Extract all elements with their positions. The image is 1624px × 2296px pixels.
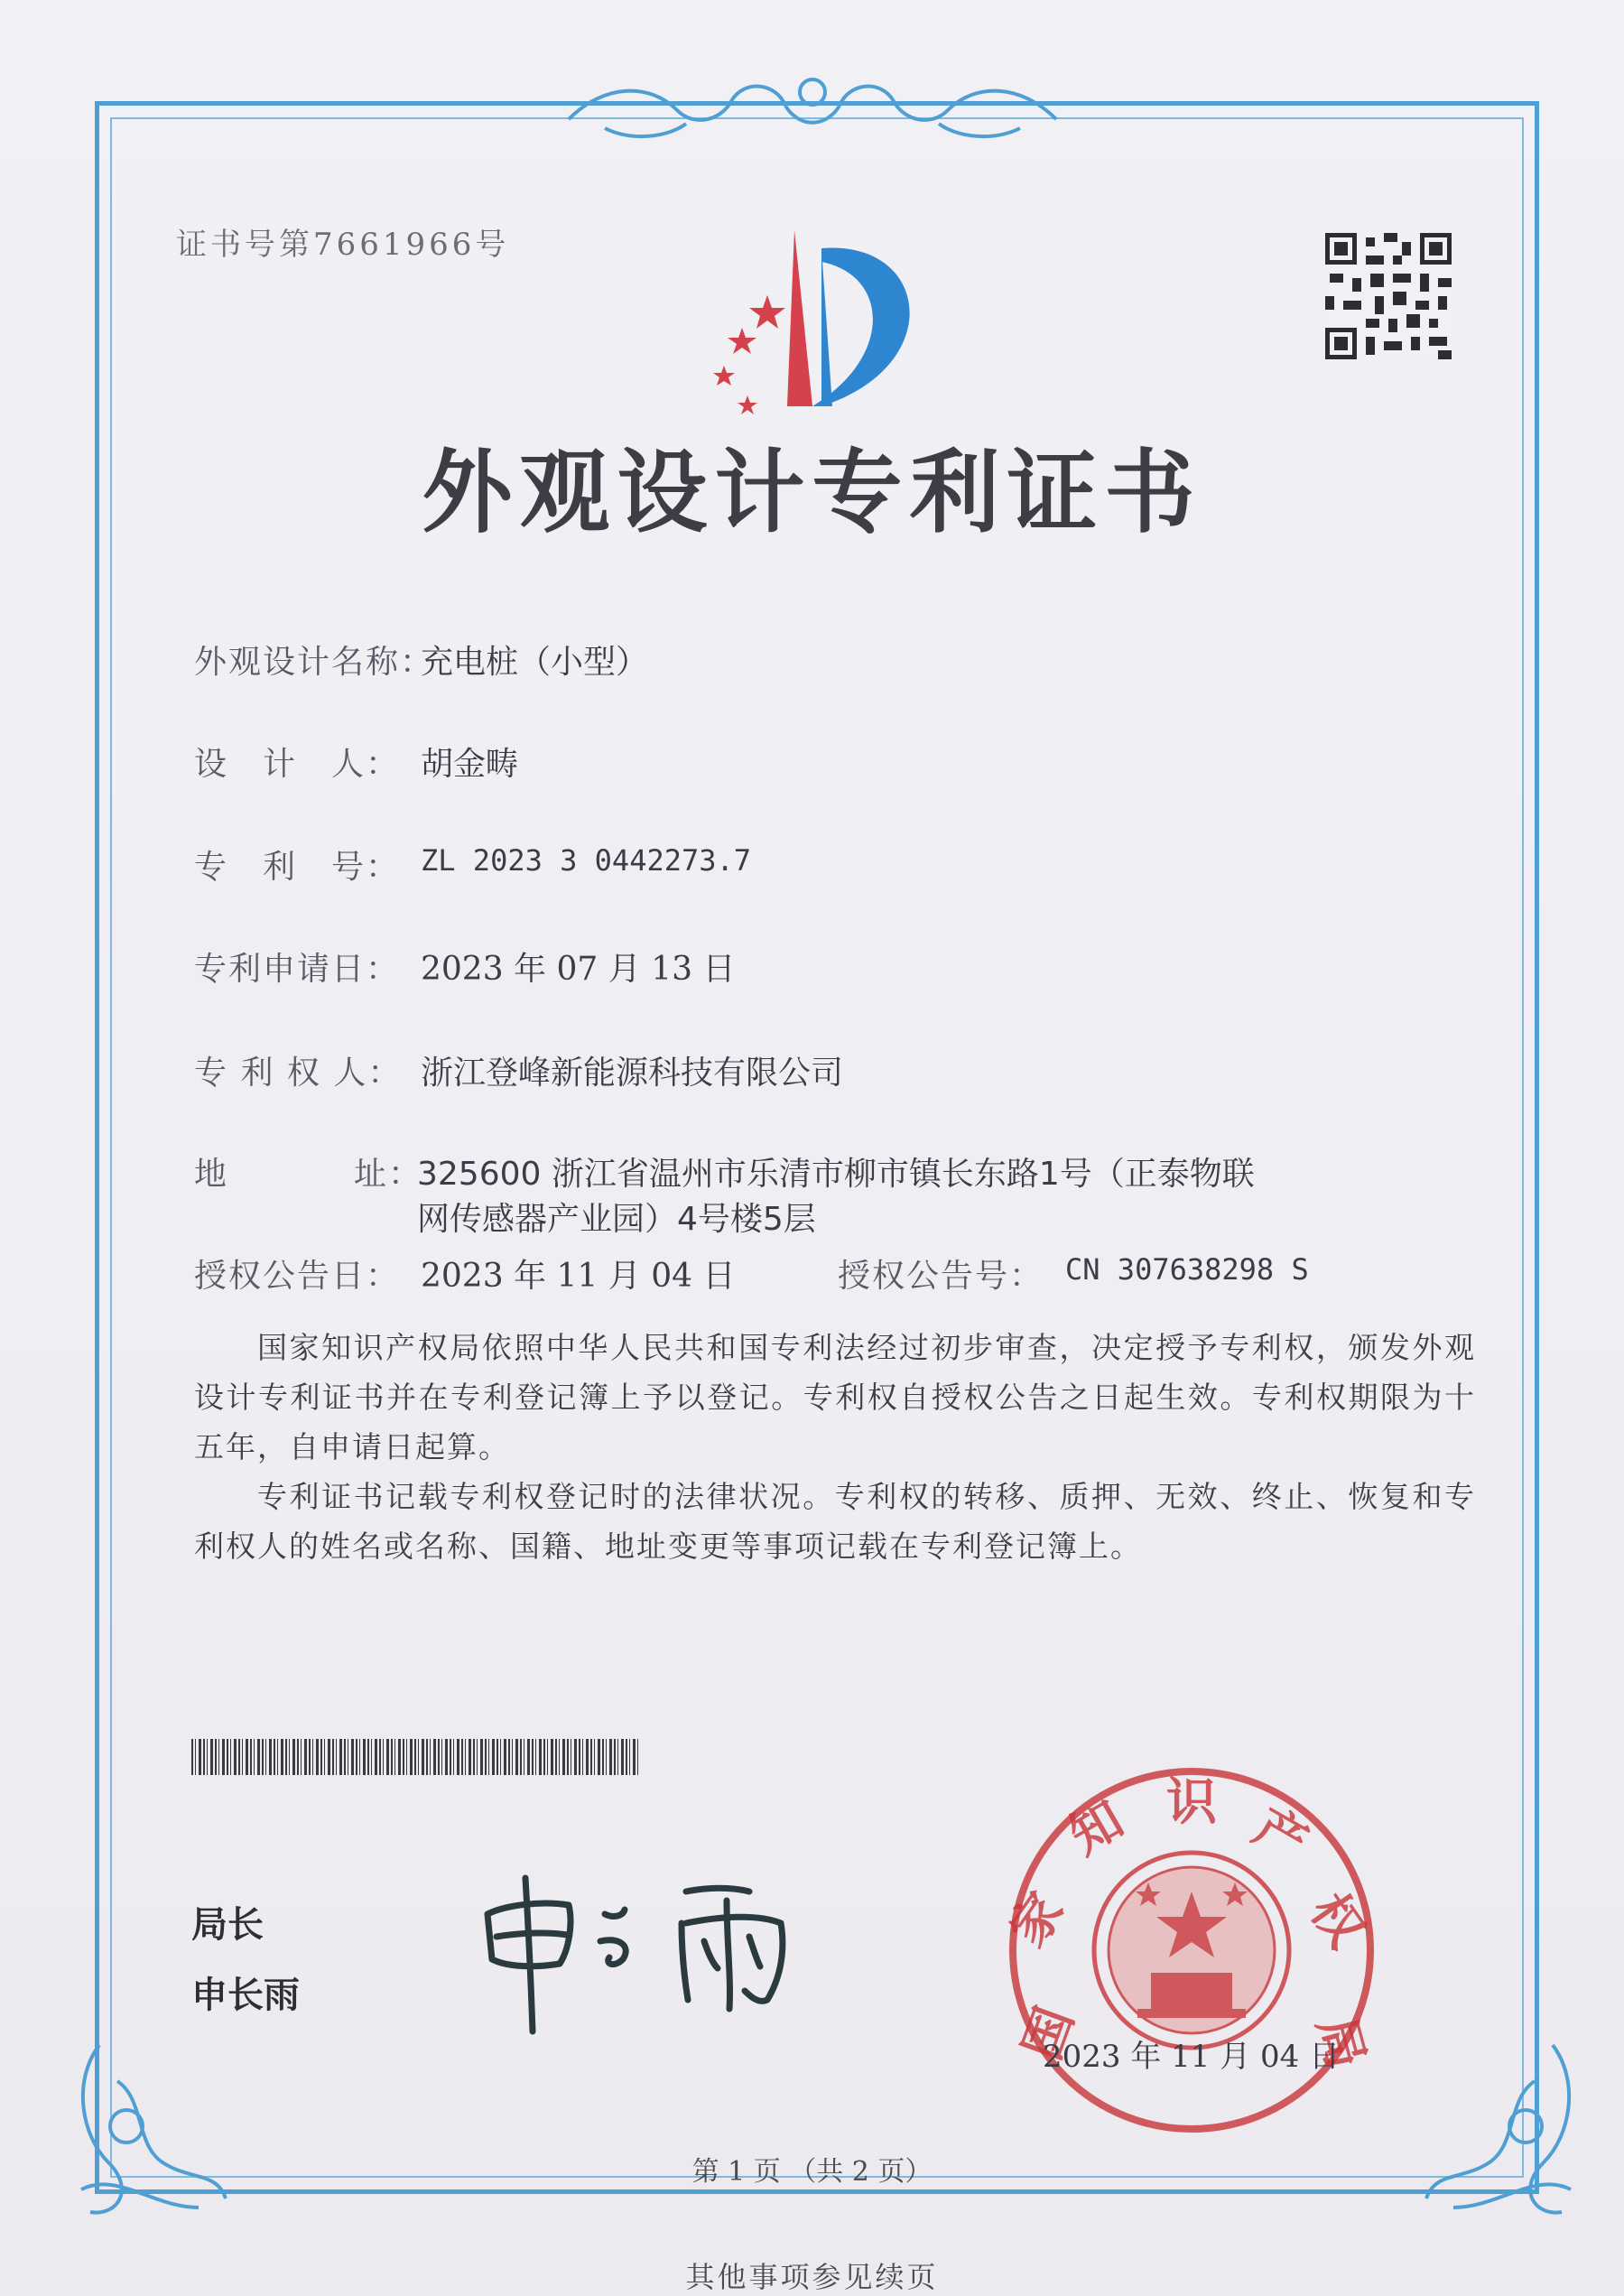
continued-note: 其他事项参见续页 [685, 2260, 939, 2294]
director-signature [469, 1851, 849, 2040]
bottom-right-ornament-icon [1408, 2027, 1589, 2235]
grant-number-value: CN 307638298 S [1065, 1252, 1309, 1287]
designer-label: 设 计 人： [194, 746, 401, 783]
seal-char-3: 知 [1060, 1789, 1134, 1867]
grant-number-label: 授权公告号： [838, 1258, 1044, 1295]
patentee-value: 浙江登峰新能源科技有限公司 [421, 1055, 844, 1092]
certificate-title: 外观设计专利证书 [422, 440, 1202, 545]
seal-char-2: 家 [998, 1882, 1076, 1958]
designer-value: 胡金畴 [421, 746, 519, 783]
patentee-label: 专 利 权 人： [194, 1055, 403, 1092]
seal-char-6: 权 [1298, 1882, 1377, 1958]
page-number: 第 1 页 （共 2 页） [691, 2156, 933, 2188]
address-label-start: 地 [194, 1156, 229, 1193]
design-name-value: 充电桩（小型） [421, 644, 649, 681]
seal-char-4: 识 [1166, 1772, 1217, 1832]
qr-code-icon [1325, 233, 1452, 359]
seal-char-5: 产 [1244, 1796, 1318, 1874]
design-name-label: 外观设计名称： [194, 644, 435, 681]
address-line-1: 325600 浙江省温州市乐清市柳市镇长东路1号（正泰物联 [417, 1156, 1255, 1193]
bottom-left-ornament-icon [63, 2027, 244, 2235]
director-name: 申长雨 [191, 1975, 300, 2016]
grant-date-label: 授权公告日： [194, 1258, 401, 1295]
official-seal [993, 1765, 1390, 2135]
patent-number-value: ZL 2023 3 0442273.7 [421, 843, 752, 878]
grant-date-value: 2023 年 11 月 04 日 [421, 1258, 736, 1295]
legal-paragraph-1: 国家知识产权局依照中华人民共和国专利法经过初步审查，决定授予专利权，颁发外观设计专利证书并在专利登记簿上予以登记。专利权自授权公告之日起生效。专利权期限为十五年，自申请日起算。 [194, 1330, 1476, 1464]
certificate-number: 证书号第7661966号 [176, 227, 510, 263]
seal-char-1: 国 [1012, 1999, 1086, 2068]
seal-date: 2023 年 11 月 04 日 [1043, 2039, 1341, 2075]
seal-char-7: 局 [1305, 2010, 1377, 2075]
application-date-label: 专利申请日： [194, 951, 401, 988]
barcode [191, 1739, 638, 1775]
patent-number-label: 专 利 号： [194, 849, 401, 886]
address-label-end: 址： [354, 1156, 423, 1193]
cnipa-logo-icon [686, 221, 948, 415]
top-ornament-icon [551, 65, 1074, 146]
address-line-2: 网传感器产业园）4号楼5层 [417, 1201, 816, 1238]
application-date-value: 2023 年 07 月 13 日 [421, 951, 736, 988]
director-title: 局长 [191, 1904, 264, 1946]
legal-paragraph-2: 专利证书记载专利权登记时的法律状况。专利权的转移、质押、无效、终止、恢复和专利权人的姓名或名称、国籍、地址变更等事项记载在专利登记簿上。 [194, 1479, 1476, 1564]
